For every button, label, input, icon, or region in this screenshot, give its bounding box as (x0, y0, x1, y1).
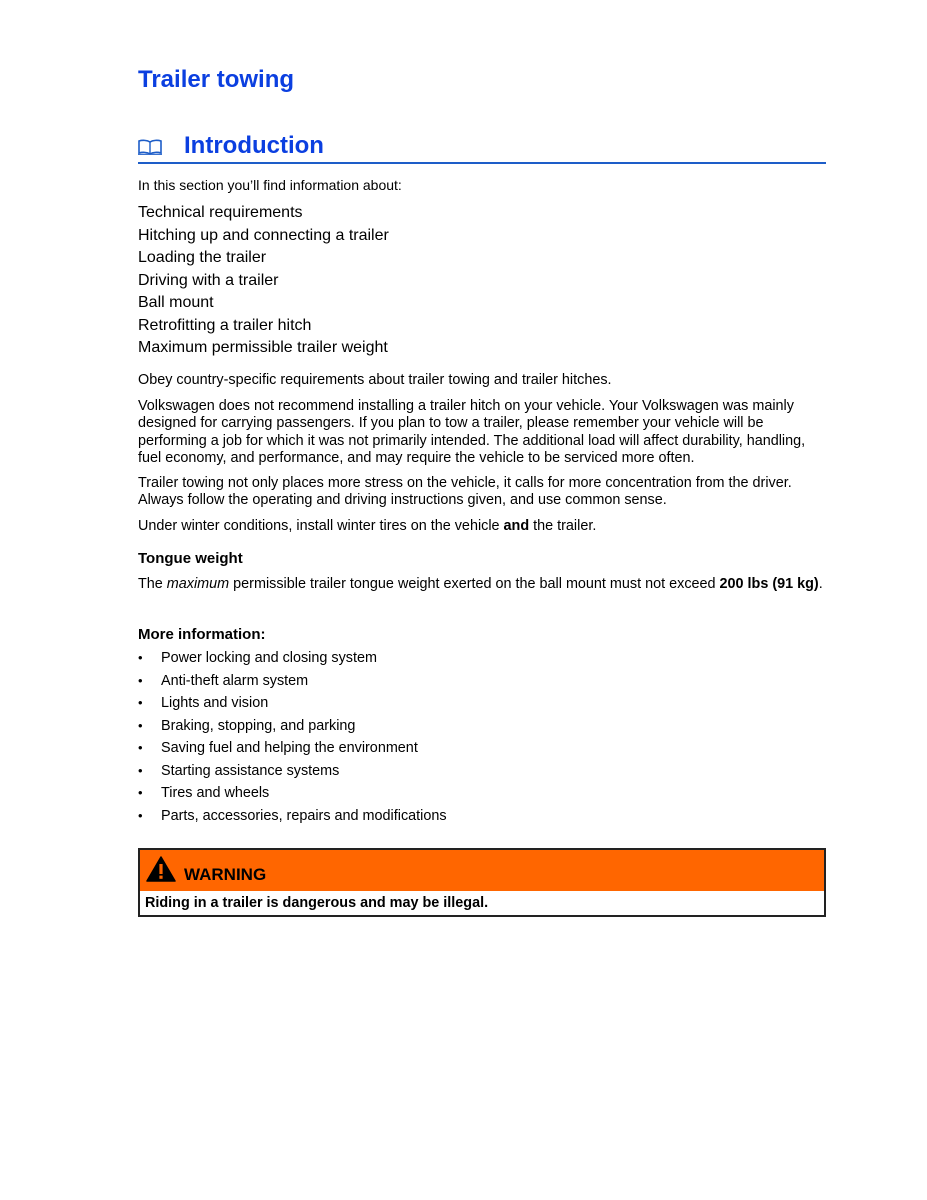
warning-header (140, 850, 824, 891)
tongue-weight-heading: Tongue weight (138, 550, 243, 567)
topic-item: Driving with a trailer (138, 271, 279, 289)
page-title: Trailer towing (138, 66, 295, 93)
more-info-item: Saving fuel and helping the environment (161, 740, 418, 756)
more-info-item: Tires and wheels (161, 785, 270, 801)
intro-text: In this section you’ll find information about: (138, 177, 402, 193)
section-title: Introduction (184, 132, 324, 159)
topic-item: Maximum permissible trailer weight (138, 339, 388, 356)
list-item (138, 760, 447, 783)
list-item (138, 737, 447, 760)
bullet-icon: • (138, 785, 143, 800)
warning-triangle-icon (146, 856, 176, 882)
list-item (138, 715, 447, 738)
topic-list (138, 202, 389, 360)
bullet-icon: • (138, 807, 143, 823)
more-info-item: Starting assistance systems (161, 762, 340, 779)
tongue-text-bold: 200 lbs (91 kg) (719, 576, 819, 592)
list-item (138, 805, 447, 828)
stress-paragraph: Trailer towing not only places more stress on the vehicle, it calls for more concentration from the driver. Always follow the operating and driving instructions given, and use common sense. (138, 475, 792, 509)
tongue-weight-paragraph (138, 576, 826, 593)
winter-text-end: the trailer. (529, 518, 597, 534)
tongue-text-italic: maximum (166, 576, 230, 592)
winter-text-start: Under winter conditions, install winter tires on the vehicle (138, 518, 504, 534)
more-info-item: Parts, accessories, repairs and modifications (161, 807, 447, 824)
requirements-paragraph: Obey country-specific requirements about trailer towing and trailer hitches. (138, 372, 612, 388)
more-info-list (138, 647, 447, 827)
winter-text-bold: and (503, 518, 530, 534)
warning-label: WARNING (184, 865, 267, 884)
bullet-icon: • (138, 740, 143, 755)
recommendation-paragraph: Volkswagen does not recommend installing a trailer hitch on your vehicle. Your Volkswagen was mainly designed for carrying passengers. If you plan to tow a trailer, please remember your vehicle will be performing a job for which it was not primarily intended. The additional load will affect durability, handling, fuel economy, and performance, and may require the vehicle to be serviced more often. (138, 398, 806, 466)
tongue-text-3: . (818, 576, 823, 592)
more-info-item: Lights and vision (161, 695, 269, 711)
warning-box (138, 848, 826, 917)
more-info-item: Anti-theft alarm system (161, 672, 309, 689)
list-item (138, 782, 447, 805)
topic-item: Retrofitting a trailer hitch (138, 316, 312, 334)
topic-item: Ball mount (138, 294, 214, 311)
list-item (138, 670, 447, 693)
tongue-text-2: permissible trailer tongue weight exerted on the ball mount must not exceed (229, 576, 720, 592)
list-item (138, 692, 447, 715)
bullet-icon: • (138, 672, 143, 688)
bullet-icon: • (138, 762, 143, 778)
book-icon (138, 139, 162, 155)
topic-item: Hitching up and connecting a trailer (138, 226, 389, 244)
tongue-text-1: The (138, 576, 167, 592)
more-info-heading: More information: (138, 626, 266, 643)
bullet-icon: • (138, 717, 143, 733)
winter-paragraph (138, 518, 826, 535)
more-info-item: Power locking and closing system (161, 650, 377, 666)
bullet-icon: • (138, 695, 143, 710)
topic-item: Loading the trailer (138, 249, 267, 266)
warning-text: Riding in a trailer is dangerous and may be illegal. (145, 895, 489, 911)
section-header (138, 130, 826, 164)
topic-item: Technical requirements (138, 204, 303, 221)
bullet-icon: • (138, 650, 143, 665)
list-item (138, 647, 447, 670)
more-info-item: Braking, stopping, and parking (161, 717, 356, 734)
